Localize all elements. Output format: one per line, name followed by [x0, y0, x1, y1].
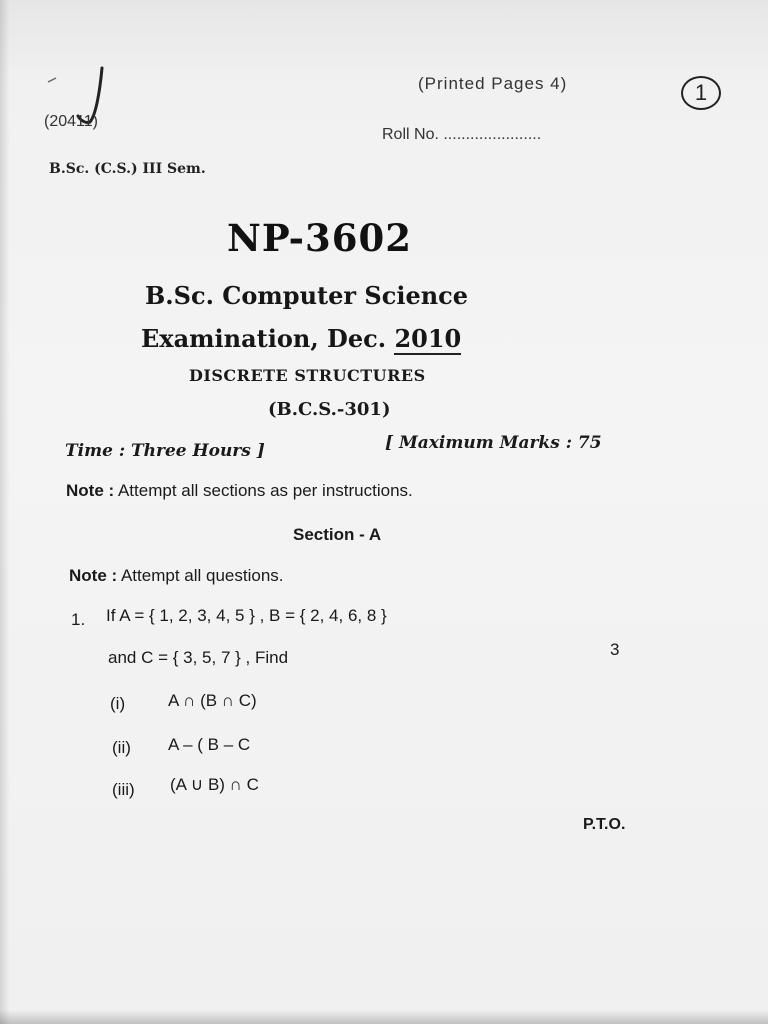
question-text-line1: If A = { 1, 2, 3, 4, 5 } , B = { 2, 4, 6, 8 }: [106, 606, 387, 625]
section-title: Section - A: [293, 525, 382, 544]
part-label: (iii): [112, 780, 135, 799]
part-label: (i): [110, 694, 126, 713]
part-expression: A ∩ (B ∩ C): [168, 691, 257, 710]
part-label: (ii): [112, 738, 131, 757]
subject-code: (B.C.S.-301): [268, 399, 391, 420]
question-marks: 3: [610, 640, 620, 659]
time-duration: Time : Three Hours ]: [65, 441, 265, 461]
paper-id-code: (20411): [44, 113, 98, 130]
please-turn-over: P.T.O.: [583, 816, 626, 833]
paper-code: NP-3602: [227, 216, 412, 260]
general-note-text: Attempt all sections as per instructions.: [117, 481, 413, 500]
section-note: [69, 566, 284, 586]
programme-title: B.Sc. Computer Science: [145, 281, 469, 310]
question-text-line2: and C = { 3, 5, 7 } , Find: [108, 648, 289, 667]
part-expression: (A ∪ B) ∩ C: [170, 775, 259, 794]
section-note-label: Note :: [69, 566, 118, 585]
exam-title: [141, 324, 461, 353]
section-note-text: Attempt all questions.: [120, 566, 284, 585]
page-edge-shadow: [0, 0, 10, 1024]
general-note-label: Note :: [66, 481, 115, 500]
subject-title: DISCRETE STRUCTURES: [189, 366, 426, 385]
exam-year: 2010: [394, 324, 462, 353]
roll-no-field: Roll No. ......................: [382, 126, 542, 143]
page-bottom-shadow: [0, 1010, 768, 1024]
maximum-marks: [ Maximum Marks : 75: [385, 433, 602, 453]
printed-pages: (Printed Pages 4): [418, 74, 568, 93]
course-label: B.Sc. (C.S.) III Sem.: [49, 161, 206, 177]
exam-title-text: Examination, Dec.: [141, 324, 387, 353]
general-note: [66, 481, 413, 501]
page-number-mark: 1: [681, 76, 721, 110]
part-expression: A – ( B – C: [168, 735, 251, 754]
question-number: 1.: [71, 610, 86, 629]
